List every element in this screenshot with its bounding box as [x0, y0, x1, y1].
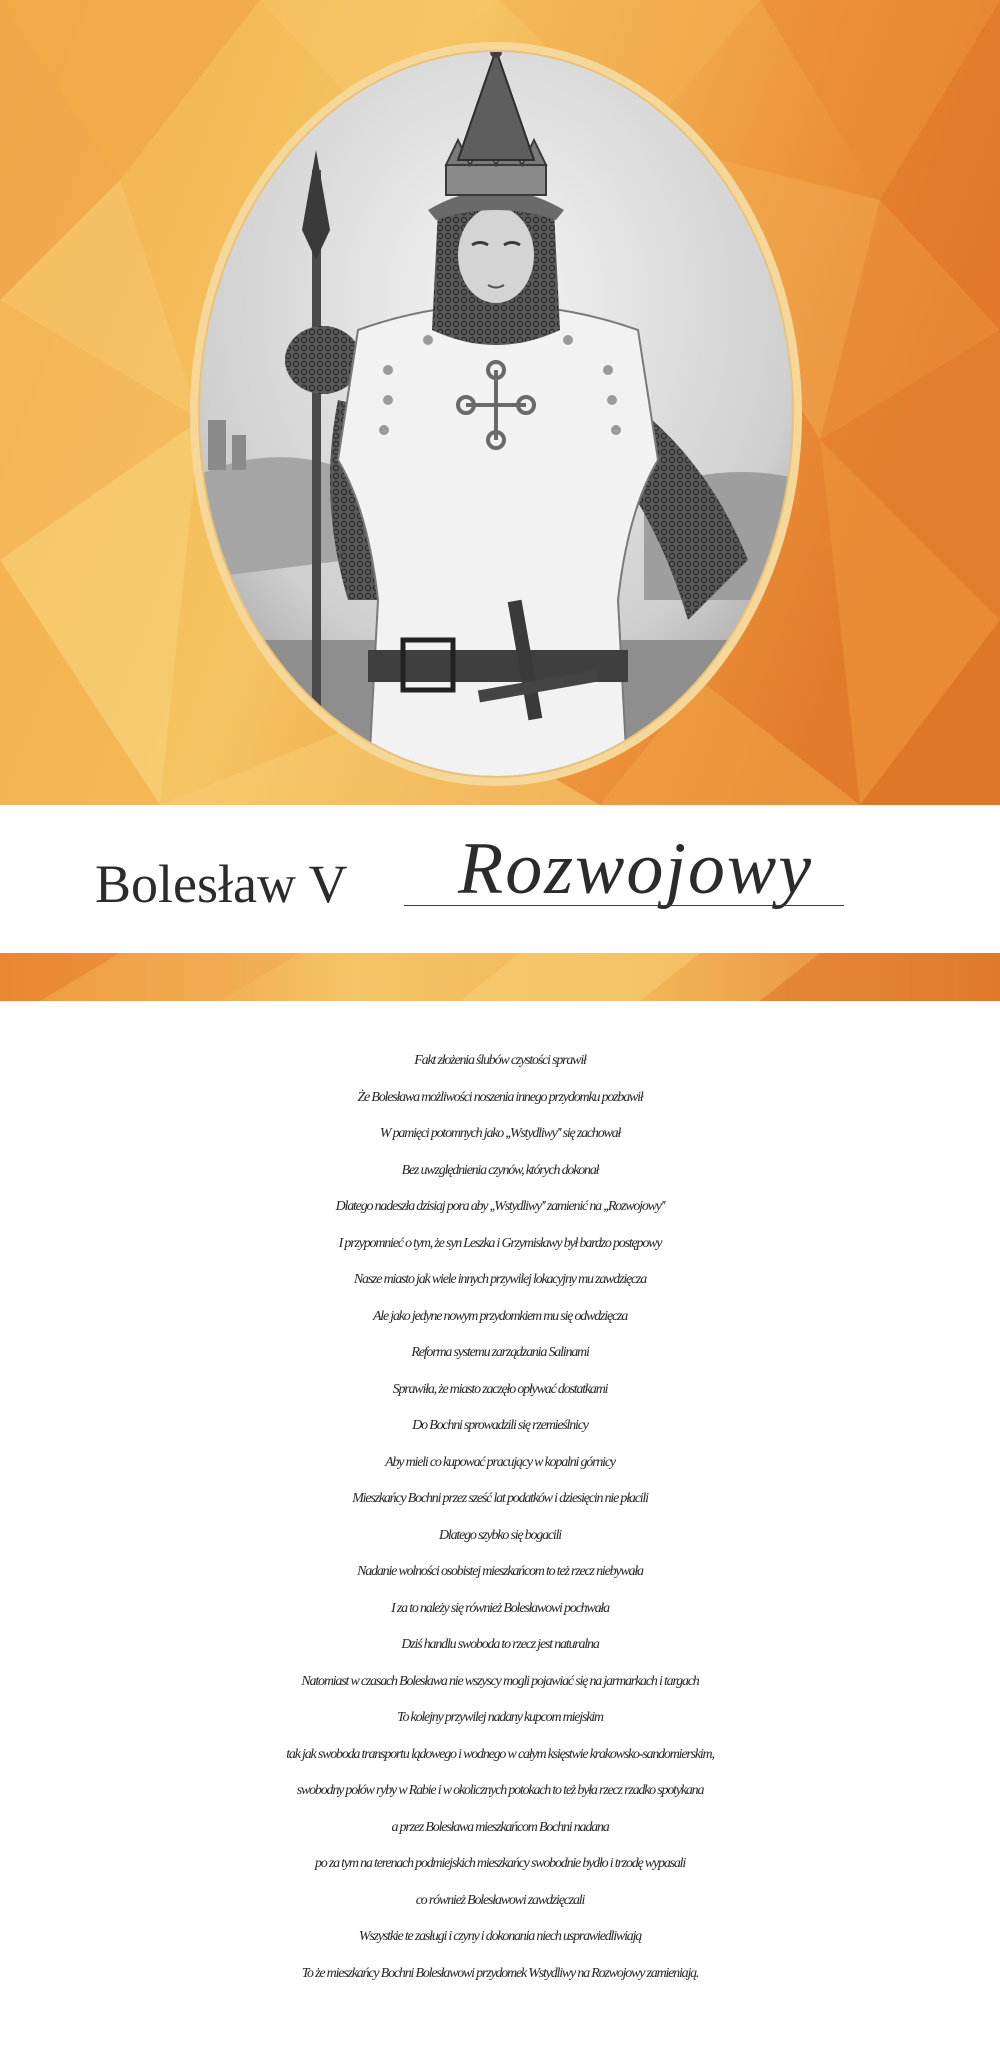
poem-line: I przypomnieć o tym, że syn Leszka i Grzymisławy był bardzo postępowy	[338, 1235, 662, 1251]
poem-line: To że mieszkańcy Bochni Bolesławowi przydomek Wstydliwy na Rozwojowy zamieniają.	[301, 1965, 699, 1981]
poem-line: Wszystkie te zasługi i czyny i dokonania niech usprawiedliwiają	[358, 1929, 642, 1944]
poem-line: Dziś handlu swoboda to rzecz jest naturalna	[401, 1637, 599, 1652]
poem-line: swobodny połów ryby w Rabie i w okolicznych potokach to też była rzecz rzadko spotykana	[296, 1783, 704, 1798]
poem-line: Nadanie wolności osobistej mieszkańcom to też rzecz niebywała	[357, 1564, 643, 1579]
poem-line: Natomiast w czasach Bolesława nie wszyscy mogli pojawiać się na jarmarkach i targach	[301, 1673, 699, 1689]
poem-line: Nasze miasto jak wiele innych przywilej lokacyjny mu zawdzięcza	[353, 1272, 647, 1287]
poem-line: Sprawiła, że miasto zaczęło opływać dostatkami	[392, 1381, 608, 1397]
poem-line: Dlatego szybko się bogacili	[439, 1527, 561, 1543]
title-name: Bolesław V	[95, 854, 348, 914]
poem-line: Dlatego nadeszła dzisiaj pora aby ,,Wstydliwy'' zamienić na ,,Rozwojowy''	[335, 1199, 665, 1214]
poem-line: Że Bolesława możliwości noszenia innego przydomku pozbawił	[357, 1089, 643, 1105]
poem-line: Fakt złożenia ślubów czystości sprawił	[414, 1053, 586, 1068]
poem-line: a przez Bolesława mieszkańcom Bochni nadana	[391, 1819, 609, 1835]
title-epithet: Rozwojowy	[458, 828, 814, 910]
poem-line: po za tym na terenach podmiejskich mieszkańcy swobodnie bydło i trzodę wypasali	[314, 1856, 686, 1871]
poem-line: W pamięci potomnych jako ,,Wstydliwy'' się zachował	[379, 1126, 621, 1141]
poem	[0, 1043, 1000, 1992]
poem-line: To kolejny przywilej nadany kupcom miejskim	[397, 1710, 603, 1725]
poem-line: co również Bolesławowi zawdzięczali	[415, 1892, 585, 1908]
poem-line: Do Bochni sprowadzili się rzemieślnicy	[412, 1418, 588, 1433]
poem-line: Aby mieli co kupować pracujący w kopalni górnicy	[385, 1454, 615, 1470]
poem-line: I za to należy się również Bolesławowi pochwała	[391, 1600, 609, 1616]
title-band	[0, 805, 1000, 953]
poem-line: Mieszkańcy Bochni przez sześć lat podatków i dziesięcin nie płacili	[352, 1491, 648, 1506]
orange-strip	[0, 953, 1000, 1001]
poem-line: Reforma systemu zarządzania Salinami	[411, 1345, 589, 1360]
poem-line: tak jak swoboda transportu lądowego i wodnego w całym księstwie krakowsko-sandomierskim,	[286, 1746, 714, 1762]
portrait-illustration	[188, 40, 804, 788]
title-underline	[404, 905, 844, 906]
poem-line: Bez uwzględnienia czynów, których dokonał	[401, 1162, 599, 1178]
poem-line: Ale jako jedyne nowym przydomkiem mu się odwdzięcza	[372, 1308, 628, 1324]
